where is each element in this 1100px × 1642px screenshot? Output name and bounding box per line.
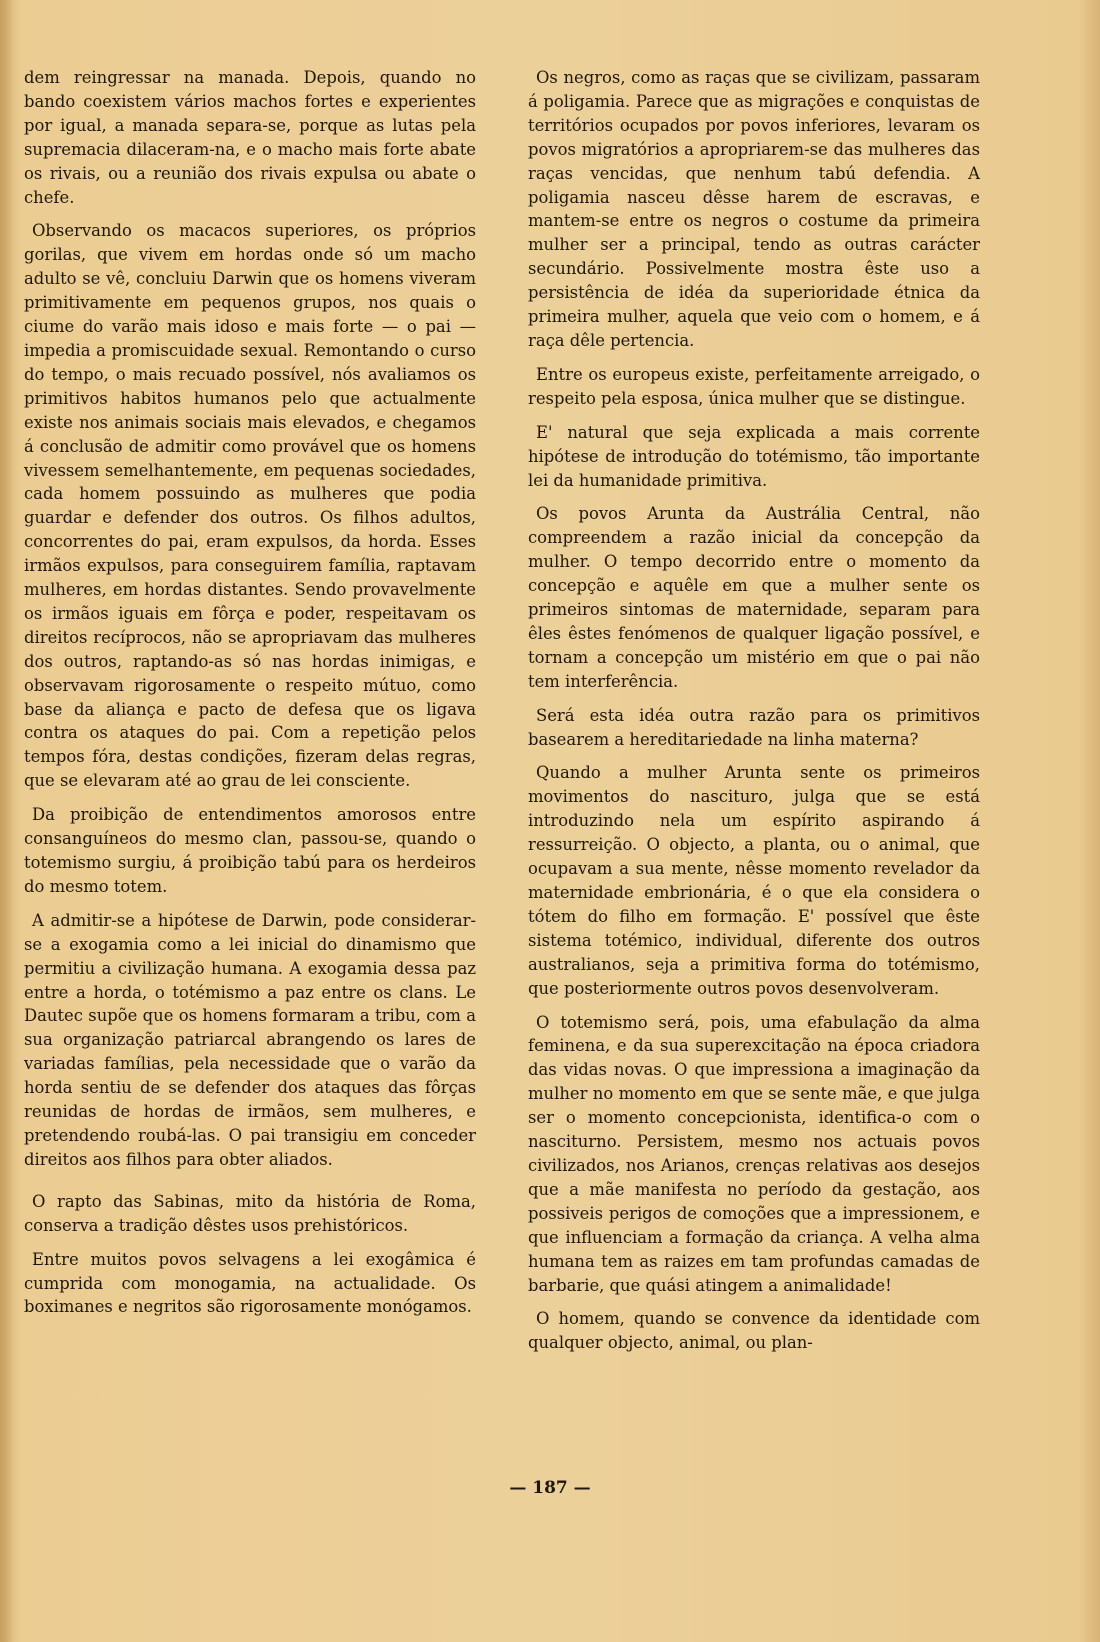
paragraph: Os povos Arunta da Austrália Central, não compreendem a razão inicial da concepção da mulher. O tempo decorrido entre o momento da concepção e aquêle em que a mulher sente os primeiros sintomas de maternidade, separam para êles êstes fenómenos de qualquer ligação possível, e tornam a concepção um mistério em que o pai não tem interferência. <box>528 504 980 691</box>
paragraph: O homem, quando se convence da identidade com qualquer objecto, animal, ou plan- <box>528 1309 980 1353</box>
paragraph: O totemismo será, pois, uma efabulação da alma feminena, e da sua superexcitação na época criadora das vidas novas. O que impressiona a imaginação da mulher no momento em que se sente mãe, e que julga ser o momento concepcionista, identifica-o com o nasciturno. Persistem, mesmo nos actuais povos civilizados, nos Arianos, crenças relativas aos desejos que a mãe manifesta no período da gestação, aos possiveis perigos de comoções que a impressionem, e que influenciam a formação da criança. A velha alma humana tem as raizes em tam profundas camadas de barbarie, que quási atingem a animalidade! <box>528 1012 980 1295</box>
page-number: — 187 — <box>509 1478 591 1498</box>
paragraph: Entre muitos povos selvagens a lei exogâmica é cumprida com monogamia, na actualidade. Os boximanes e negritos são rigorosamente monógamos. <box>24 1249 476 1317</box>
paragraph: A admitir-se a hipótese de Darwin, pode considerar-se a exogamia como a lei inicial do dinamismo que permitiu a civilização humana. A exogamia dessa paz entre a horda, o totémismo a paz entre os clans. Le Dautec supõe que os homens formaram a tribu, com a sua organização patriarcal abrangendo os lares de variadas famílias, pela necessidade que o varão da horda sentiu de se defender dos ataques das fôrças reunidas de hordas de irmãos, sem mulheres, e pretendendo roubá-las. O pai transigiu em conceder direitos aos filhos para obter aliados. <box>24 910 476 1169</box>
paragraph: Os negros, como as raças que se civilizam, passaram á poligamia. Parece que as migrações e conquistas de territórios ocupados por povos inferiores, levaram os povos migratórios a apropriarem-se das mulheres das raças vencidas, que nenhum tabú defendia. A poligamia nasceu dêsse harem de escravas, e mantem-se entre os negros o costume da primeira mulher ser a principal, tendo as outras carácter secundário. Possivelmente mostra êste uso a persistência de idéa da superioridade étnica da primeira mulher, aquela que veio com o homem, e á raça dêle pertencia. <box>528 68 980 350</box>
paragraph: O rapto das Sabinas, mito da história de Roma, conserva a tradição dêstes usos prehistóricos. <box>24 1191 476 1235</box>
paragraph: Será esta idéa outra razão para os primitivos basearem a hereditariedade na linha materna? <box>528 705 980 749</box>
right-column <box>528 66 980 1365</box>
page-edge-shadow <box>0 0 14 1642</box>
paragraph: E' natural que seja explicada a mais corrente hipótese de introdução do totémismo, tão importante lei da humanidade primitiva. <box>528 422 980 490</box>
paragraph: dem reingressar na manada. Depois, quando no bando coexistem vários machos fortes e experientes por igual, a manada separa-se, porque as lutas pela supremacia dilaceram-na, e o macho mais forte abate os rivais, ou a reunião dos rivais expulsa ou abate o chefe. <box>24 68 476 207</box>
paragraph: Da proibição de entendimentos amorosos entre consanguíneos do mesmo clan, passou-se, quando o totemismo surgiu, á proibição tabú para os herdeiros do mesmo totem. <box>24 805 476 896</box>
paragraph: Entre os europeus existe, perfeitamente arreigado, o respeito pela esposa, única mulher que se distingue. <box>528 364 980 408</box>
paragraph: Observando os macacos superiores, os próprios gorilas, que vivem em hordas onde só um macho adulto se vê, concluiu Darwin que os homens viveram primitivamente em pequenos grupos, nos quais o ciume do varão mais idoso e mais forte — o pai — impedia a promiscuidade sexual. Remontando o curso do tempo, o mais recuado possível, nós avaliamos os primitivos habitos humanos pelo que actualmente existe nos animais sociais mais elevados, e chegamos á conclusão de admitir como provável que os homens vivessem semelhantemente, em pequenas sociedades, cada homem possuindo as mulheres que podia guardar e defender dos outros. Os filhos adultos, concorrentes do pai, eram expulsos, da horda. Esses irmãos expulsos, para conseguirem família, raptavam mulheres, em hordas distantes. Sendo provavelmente os irmãos iguais em fôrça e poder, respeitavam os direitos recíprocos, não se apropriavam das mulheres dos outros, raptando-as só nas hordas inimigas, e observavam rigorosamente o respeito mútuo, como base da aliança e pacto de defesa que os ligava contra os ataques do pai. Com a repetição pelos tempos fóra, destas condições, fizeram delas regras, que se elevaram até ao grau de lei consciente. <box>24 221 476 791</box>
paragraph: Quando a mulher Arunta sente os primeiros movimentos do nascituro, julga que se está introduzindo nela um espírito aspirando á ressurreição. O objecto, a planta, ou o animal, que ocupavam a sua mente, nêsse momento revelador da maternidade embrionária, é o que ela considera o tótem do filho em formação. E' possível que êste sistema totémico, individual, diferente dos outros australianos, seja a primitiva forma do totémismo, que posteriormente outros povos desenvolveram. <box>528 763 980 998</box>
left-column <box>24 66 476 1329</box>
